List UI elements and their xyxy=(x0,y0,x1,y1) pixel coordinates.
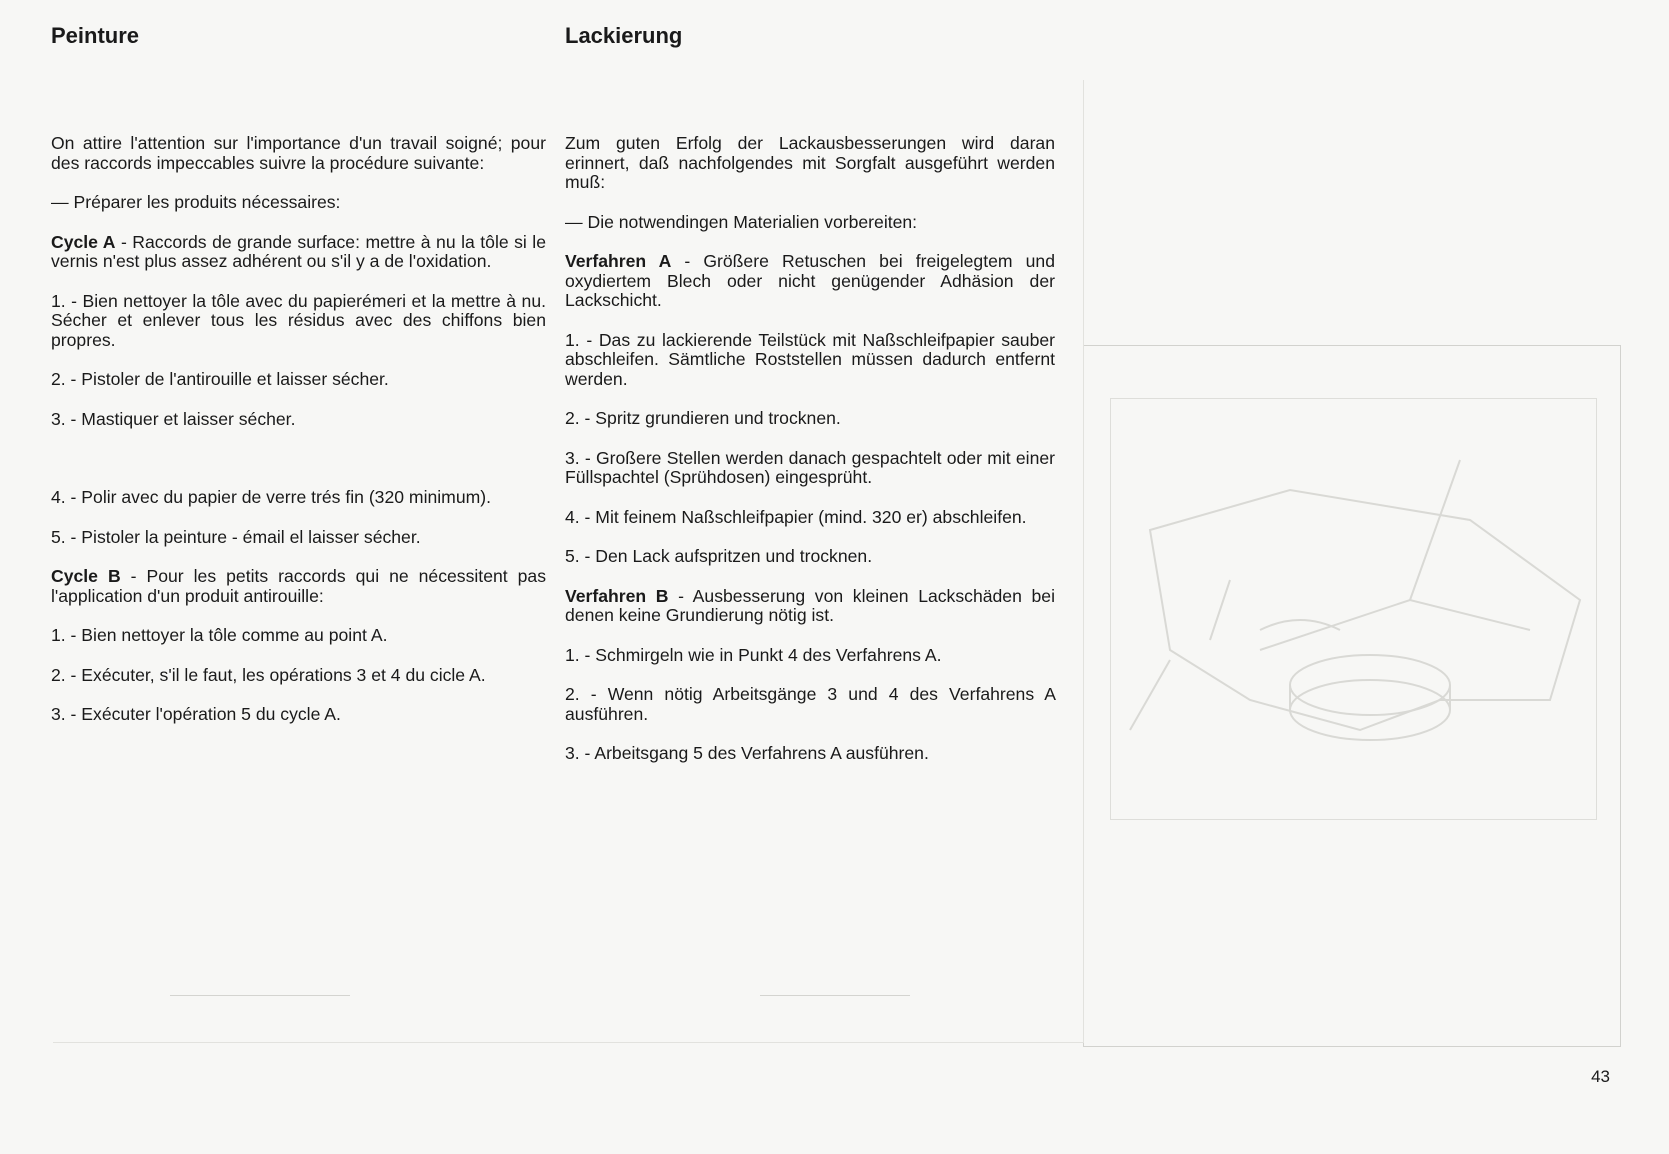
prepare-line-de: — Die notwendingen Materialien vorbereiten: xyxy=(565,211,918,232)
cycle-b-paragraph xyxy=(51,567,546,606)
intro-paragraph-de: Zum guten Erfolg der Lackausbesserungen wird daran erinnert, daß nachfolgendes mit Sorgfalt ausgeführt werden muß: xyxy=(565,133,1055,192)
ghost-rule xyxy=(170,995,350,996)
step-b2-fr xyxy=(51,666,546,686)
step-a4-fr: 4. - Polir avec du papier de verre trés fin (320 minimum). xyxy=(51,487,492,507)
step-b2-de-end: ausführen. xyxy=(565,703,649,724)
step-b2-de xyxy=(565,685,1055,724)
step-a1-fr: 1. - Bien nettoyer la tôle avec du papierémeri et la mettre à nu. Sécher et enlever tous les résidus avec des chiffons bien propres. xyxy=(51,290,546,350)
german-column xyxy=(565,22,1055,784)
section-title-de: Lackierung xyxy=(565,23,683,48)
step-a2-de: 2. - Spritz grundieren und trocknen. xyxy=(565,408,841,428)
verfahren-a-text: - Größere Retuschen bei freigelegtem und oxydiertem Blech oder nicht genügender Adhäsion der Lackschicht. xyxy=(565,251,1055,310)
step-b2-fr-text: 2. - Exécuter, s'il le faut, les opérations 3 et 4 du cicle xyxy=(51,664,470,685)
step-b3-fr-end: . xyxy=(336,704,341,724)
verfahren-a-paragraph xyxy=(565,252,1055,311)
cycle-a-label: Cycle A xyxy=(51,231,116,252)
intro-paragraph-fr: On attire l'attention sur l'importance d'un travail soigné; pour des raccords impeccables suivre la procédure suivante: xyxy=(51,133,546,173)
verfahren-b-paragraph xyxy=(565,587,1055,626)
step-b3-de-end: ausführen. xyxy=(840,743,929,763)
step-b1-fr-text: 1. - Bien nettoyer la tôle comme au point xyxy=(51,625,371,645)
section-title-fr: Peinture xyxy=(51,23,140,48)
step-b2-fr-ref: A xyxy=(469,664,481,685)
step-a3-de: 3. - Großere Stellen werden danach gespachtelt oder mit einer Füllspachtel (Sprühdosen) eingesprüht. xyxy=(565,447,1055,487)
step-b1-de xyxy=(565,646,1055,666)
ghost-drawing-icon xyxy=(1110,400,1595,820)
step-b3-fr-ref: A xyxy=(324,704,337,724)
ghost-rule xyxy=(760,995,910,996)
french-column xyxy=(51,22,546,745)
cycle-b-text: - Pour les petits raccords qui ne nécessitent pas l'application d'un produit antirouille: xyxy=(51,566,547,606)
step-b1-fr xyxy=(51,626,546,646)
step-b1-de-ref: A xyxy=(924,644,937,665)
step-b2-de-ref: A xyxy=(1044,684,1055,704)
step-b3-de-text: 3. - Arbeitsgang 5 des Verfahrens xyxy=(565,743,831,763)
prepare-line-fr: — Préparer les produits nécessaires: xyxy=(51,192,341,212)
step-b3-fr-text: 3. - Exécuter l'opération 5 du cycle xyxy=(51,704,325,724)
page-number: 43 xyxy=(1591,1067,1610,1086)
step-b3-de xyxy=(565,744,1055,764)
step-a1-de: 1. - Das zu lackierende Teilstück mit Naßschleifpapier sauber abschleifen. Sämtliche Roststellen müssen dadurch entfernt werden. xyxy=(565,329,1055,389)
step-a5-fr: 5. - Pistoler la peinture - émail el laisser sécher. xyxy=(51,526,421,547)
step-b2-de-text: 2. - Wenn nötig Arbeitsgänge 3 und 4 des Verfahrens xyxy=(565,684,1045,704)
step-b1-de-end: . xyxy=(936,644,942,665)
verfahren-b-label: Verfahren B xyxy=(565,585,669,606)
cycle-b-label: Cycle B xyxy=(51,566,121,586)
step-a5-de: 5. - Den Lack aufspritzen und trocknen. xyxy=(565,546,873,566)
step-b3-fr xyxy=(51,705,546,725)
cycle-a-paragraph xyxy=(51,233,546,272)
cycle-a-text: - Raccords de grande surface: mettre à nu la tôle si le vernis n'est plus assez adhérent ou s'il y a de l'oxidation. xyxy=(51,231,547,271)
step-a2-fr: 2. - Pistoler de l'antirouille et laisser sécher. xyxy=(51,369,389,389)
step-b1-fr-ref: A xyxy=(370,625,383,645)
step-b2-fr-end: . xyxy=(480,664,486,685)
step-a3-fr: 3. - Mastiquer et laisser sécher. xyxy=(51,408,296,429)
step-b3-de-ref: A xyxy=(830,743,841,763)
verfahren-a-label: Verfahren A xyxy=(565,251,672,271)
verfahren-b-text: - Ausbesserung von kleinen Lackschäden bei denen keine Grundierung nötig ist. xyxy=(565,585,1055,625)
step-b1-fr-end: . xyxy=(382,625,388,645)
step-a4-de: 4. - Mit feinem Naßschleifpapier (mind. 320 er) abschleifen. xyxy=(565,506,1027,527)
step-b1-de-text: 1. - Schmirgeln wie in Punkt 4 des Verfahrens xyxy=(565,644,925,665)
